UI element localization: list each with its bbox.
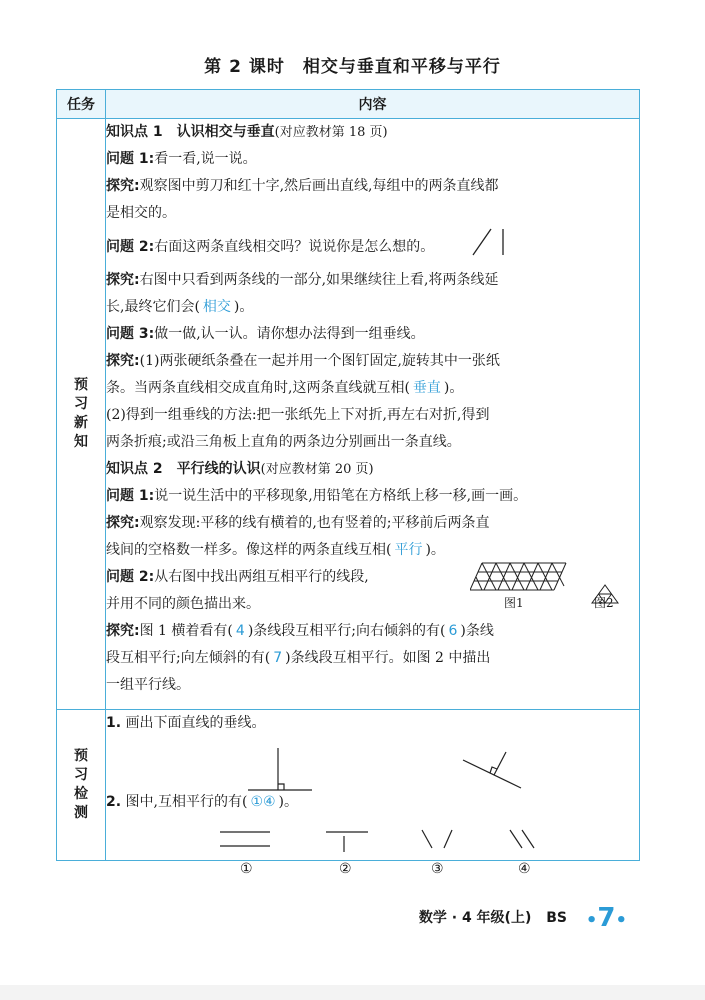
kp2-title: 知识点 2 平行线的认识 [106, 461, 261, 477]
page-footer [419, 903, 627, 933]
answer-parallel-options: ①④ [250, 794, 276, 810]
option-3-label: ③ [431, 861, 444, 877]
fig1-label: 图1 [504, 596, 524, 610]
header-task: 任务 [57, 90, 106, 119]
answer-intersect: 相交 [202, 299, 231, 315]
perpendicular-figure-2 [461, 746, 531, 806]
lattice-figure-1 [470, 561, 570, 595]
section-preview-content: 知识点 1 认识相交与垂直(对应教材第 18 页) 问题 1:看一看,说一说。 探究:观察图中剪刀和红十字,然后画出直线,每组中的两条直线都 是相交的。 问题 2:右面这两条直线相交吗？说说你是怎么想的。 探究:右图中只看到两条线的一部分,如果继续往上看,将两条线延 长,最终它们会( 相交 )。 问题 3:做一做,认一认。请你想办法得到一组垂线。 探究:(1)两张硬纸条叠在一起并用一个图钉固定,旋转其中一张纸 条。当两条直线相交成直角时,这两条直线就互相( 垂直 )。 (2)得到一组垂线的方法:把一张纸先上下对折,再左右对折,得到 两条折痕;或沿三角板上直角的两条边分别画出一条直线。 知识点 2 平行线的认识(对应教材第 20 页) 问题 1:说一说生活中的平移现象,用铅笔在方格纸上移一移,画一画。 探究:观察发现:平移的线有横着的,也有竖着的;平移前后两条直 线间的空格数一样多。像这样的两条直线互相( 平行 )。 问题 2:从右图中找出两组互相平行的线段, 并用不同的颜色描出来。 图1 图2 探究:图 1 横着看有( 4 )条线段互相平行;向右倾斜的有( 6 )条线 段互相平行;向左倾斜的有( 7 )条线段互相平行。如图 2 中描出 一组平行线。 [106, 119, 640, 710]
footer-subject: 数学 · 4 年级(上) [418, 910, 532, 926]
lesson-table [56, 89, 640, 877]
page-title: 第 2 课时 相交与垂直和平移与平行 [204, 57, 501, 77]
perpendicular-figure-1 [246, 746, 316, 806]
page-number: •7• [585, 903, 627, 933]
option-2-label: ② [339, 861, 352, 877]
fig2-label: 图2 [594, 596, 614, 610]
section-check-label: 预 习 检 测 [57, 710, 106, 861]
header-content: 内容 [106, 90, 640, 119]
page-bottom-strip [0, 985, 705, 1000]
option-1-label: ① [240, 861, 253, 877]
two-lines-figure [469, 227, 509, 267]
answer-left-slant-count: 7 [273, 650, 283, 666]
footer-edition: BS [546, 910, 567, 926]
option-4-label: ④ [518, 861, 531, 877]
kp1-title: 知识点 1 认识相交与垂直 [106, 124, 275, 140]
answer-parallel: 平行 [394, 542, 423, 558]
answer-right-slant-count: 6 [448, 623, 458, 639]
section-preview-label: 预 习 新 知 [57, 119, 106, 710]
answer-horizontal-count: 4 [235, 623, 245, 639]
answer-perpendicular: 垂直 [412, 380, 441, 396]
section-check-content: 1. 画出下面直线的垂线。 2. 图中,互相平行的有( ①④ )。 ① ② ③ ④ [106, 710, 640, 861]
